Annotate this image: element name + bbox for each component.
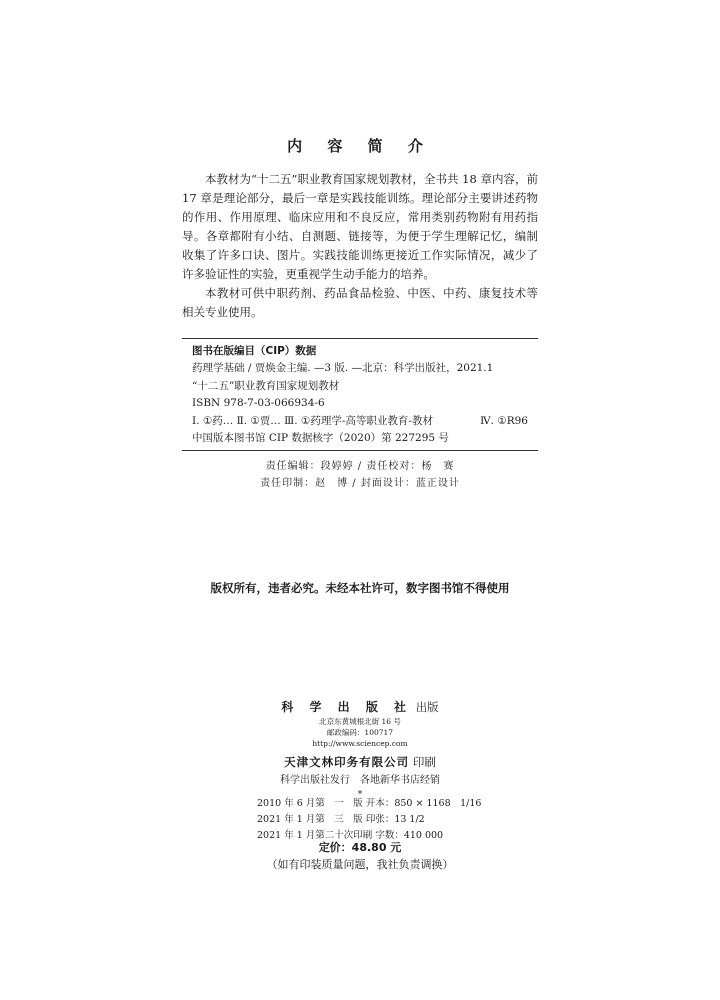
publisher-action: 出版 — [415, 700, 439, 714]
publisher-url: http://www.sciencep.com — [312, 739, 408, 748]
bottom-rule — [182, 450, 538, 451]
cip-record-line: 中国版本图书馆 CIP 数据核字（2020）第 227295 号 — [192, 432, 449, 444]
publisher-name: 科 学 出 版 社 — [281, 700, 413, 714]
cip-classification-left: Ⅰ. ①药… Ⅱ. ①贾… Ⅲ. ①药理学-高等职业教育-教材 — [192, 414, 433, 427]
edition-spec: 开本：850 × 1168 1/16 — [365, 798, 482, 809]
price: 定价：48.80 元 — [318, 841, 402, 854]
edition-date: 2021 年 1 月第 三 版 — [257, 814, 363, 825]
edition-row — [257, 812, 481, 828]
cip-title-line: 药理学基础 / 贾焕金主编. —3 版. —北京：科学出版社，2021.1 — [192, 362, 494, 374]
printer-name: 天津文林印务有限公司 — [284, 755, 410, 769]
publisher-address: 北京东黄城根北街 16 号 — [319, 717, 401, 726]
cip-classification-right: Ⅳ. ①R96 — [480, 414, 528, 427]
edition-spec: 字数：410 000 — [375, 830, 444, 841]
cip-heading: 图书在版编目（CIP）数据 — [192, 345, 317, 357]
summary-paragraph: 本教材为“十二五”职业教育国家规划教材，全书共 18 章内容，前 17 章是理论部分，最后一章是实践技能训练。理论部分主要讲述药物的作用、作用原理、临床应用和不良反应，常用类别药物附有用药指导。各章都附有小结、自测题、链接等，为便于学生理解记忆，编制收集了许多口诀、图片。实践技能训练更接近工作实际情况，减少了许多验证性的实验，更重视学生动手能力的培养。 — [182, 172, 538, 281]
edition-row — [257, 796, 481, 812]
price-block — [0, 839, 720, 873]
printer-action: 印刷 — [412, 755, 436, 769]
staff-line-editors: 责任编辑：段婷婷 / 责任校对：杨 赛 — [265, 461, 455, 472]
publisher-line — [0, 698, 720, 716]
edition-date: 2021 年 1 月第二十次印刷 — [257, 830, 373, 841]
separator-star: * — [357, 790, 363, 800]
publisher-block — [0, 698, 720, 801]
distribution-line: 科学出版社发行 各地新华书店经销 — [280, 775, 440, 786]
edition-info — [257, 796, 481, 844]
printer-line — [0, 752, 720, 772]
cip-series-line: “十二五”职业教育国家规划教材 — [192, 379, 340, 392]
summary-paragraph: 本教材可供中职药剂、药品食品检验、中医、中药、康复技术等相关专业使用。 — [182, 286, 538, 319]
quality-guarantee: （如有印装质量问题，我社负责调换） — [266, 858, 454, 871]
content-summary — [182, 170, 538, 322]
edition-date: 2010 年 6 月第 一 版 — [257, 798, 363, 809]
cip-data-block — [182, 338, 538, 451]
page-title: 内 容 简 介 — [287, 137, 433, 155]
edition-spec: 印张：13 1/2 — [365, 814, 425, 825]
staff-credits — [182, 458, 538, 492]
copyright-notice: 版权所有，违者必究。未经本社许可，数字图书馆不得使用 — [210, 581, 510, 595]
cip-isbn-line: ISBN 978-7-03-066934-6 — [192, 397, 325, 409]
staff-line-production: 责任印制：赵 博 / 封面设计：蓝正设计 — [260, 478, 460, 489]
publisher-postcode: 邮政编码：100717 — [326, 728, 394, 737]
cip-classification-line — [182, 413, 538, 431]
